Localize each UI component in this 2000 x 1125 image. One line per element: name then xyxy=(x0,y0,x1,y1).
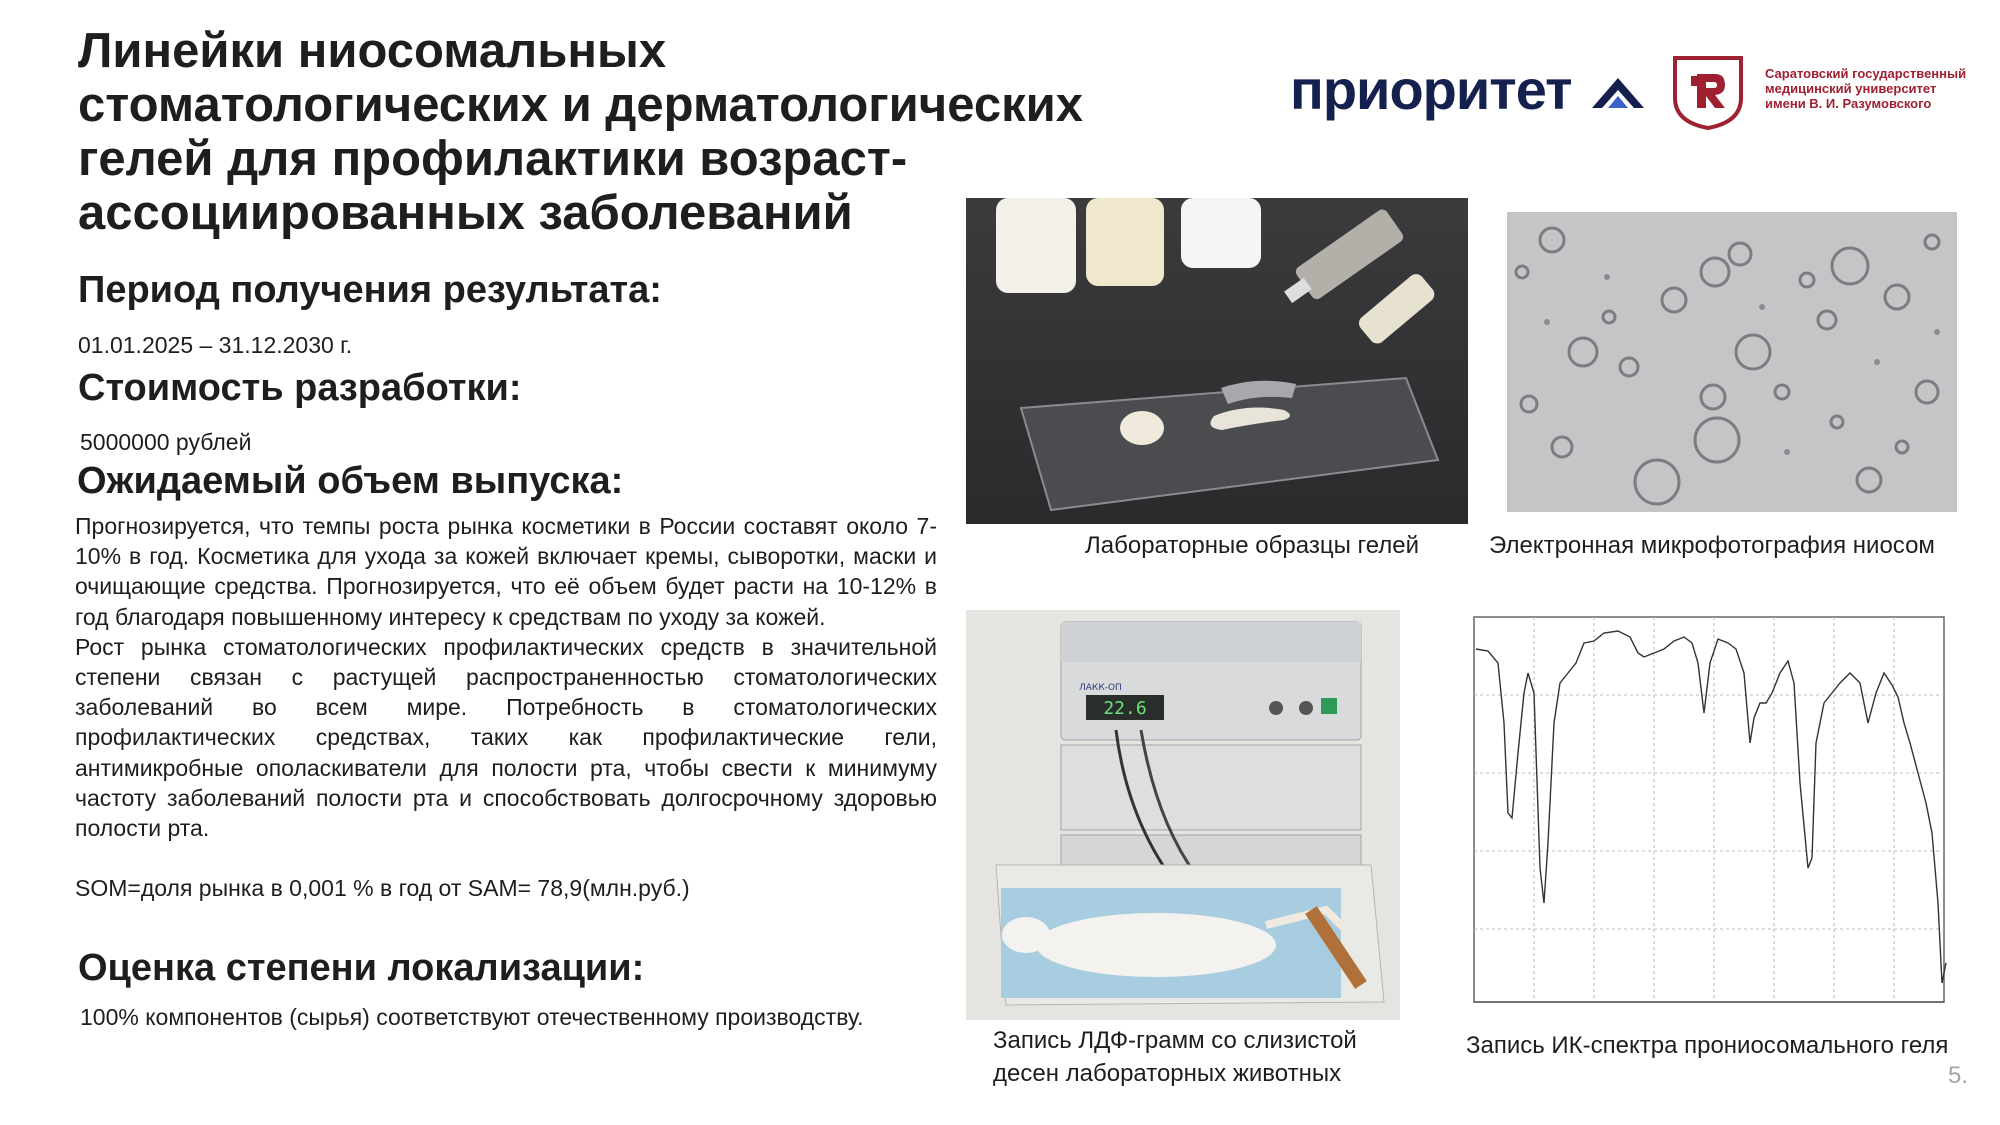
ldf-device-label: ЛАКК-ОП xyxy=(1079,683,1122,693)
lab-samples-photo xyxy=(966,198,1468,524)
priority-chevron-icon xyxy=(1592,70,1644,110)
ldf-caption-line: Запись ЛДФ-грамм со слизистой xyxy=(993,1027,1357,1054)
cost-heading: Стоимость разработки: xyxy=(78,367,522,409)
volume-heading: Ожидаемый объем выпуска: xyxy=(77,460,624,502)
university-line: имени В. И. Разумовского xyxy=(1765,96,1932,111)
localization-heading: Оценка степени локализации: xyxy=(78,947,645,989)
niosome-micrograph xyxy=(1507,212,1957,512)
university-line: Саратовский государственный xyxy=(1765,66,1967,81)
title-line: ассоциированных заболеваний xyxy=(78,186,853,240)
period-heading: Период получения результата: xyxy=(78,269,662,311)
ldf-display: 22.6 xyxy=(1103,698,1147,719)
ir-spectrum-image xyxy=(1448,603,1958,1023)
university-line: медицинский университет xyxy=(1765,81,1937,96)
priority-logo: приоритет xyxy=(1290,58,1572,121)
ir-spectrum-caption: Запись ИК-спектра прониосомального геля xyxy=(1466,1032,1949,1059)
volume-paragraph-dental: Рост рынка стоматологических профилактических средств в значительной степени связан с растущей распространенностью стоматологических заболеваний во всем мире. Потребность в стоматологических профилактических средствах, таких как профилактические гели, антимикробные ополаскиватели для полости рта, чтобы свести к минимуму частоту заболеваний полости рта и способствовать долгосрочному здоровью полости рта. xyxy=(75,633,937,842)
volume-paragraph-cosmetics: Прогнозируется, что темпы роста рынка косметики в России составят около 7-10% в год. Косметика для ухода за кожей включает кремы, сыворотки, маски и очищающие средства. Прогнозируется, что её объем будет расти на 10-12% в год благодаря повышенному интересу к средствам по уходу за кожей. xyxy=(75,513,937,630)
volume-som: SOM=доля рынка в 0,001 % в год от SAM= 78,9(млн.руб.) xyxy=(75,875,690,902)
title-line: Линейки ниосомальных xyxy=(78,24,667,78)
title-line: гелей для профилактики возраст- xyxy=(78,132,908,186)
localization-value: 100% компонентов (сырья) соответствуют отечественному производству. xyxy=(80,1004,864,1030)
period-value: 01.01.2025 – 31.12.2030 г. xyxy=(78,332,353,358)
ldf-caption-line: десен лабораторных животных xyxy=(993,1060,1342,1087)
page-number: 5. xyxy=(1947,1062,1968,1089)
university-emblem-icon xyxy=(1667,52,1749,132)
ldf-recording-photo xyxy=(966,610,1400,1020)
lab-samples-caption: Лабораторные образцы гелей xyxy=(1085,532,1420,559)
ldf-caption xyxy=(993,1024,1357,1090)
volume-body xyxy=(75,511,937,903)
title-line: стоматологических и дерматологических xyxy=(78,78,1084,132)
micrograph-caption: Электронная микрофотография ниосом xyxy=(1489,532,1935,559)
university-name xyxy=(1765,66,2000,111)
cost-value: 5000000 рублей xyxy=(80,429,252,455)
